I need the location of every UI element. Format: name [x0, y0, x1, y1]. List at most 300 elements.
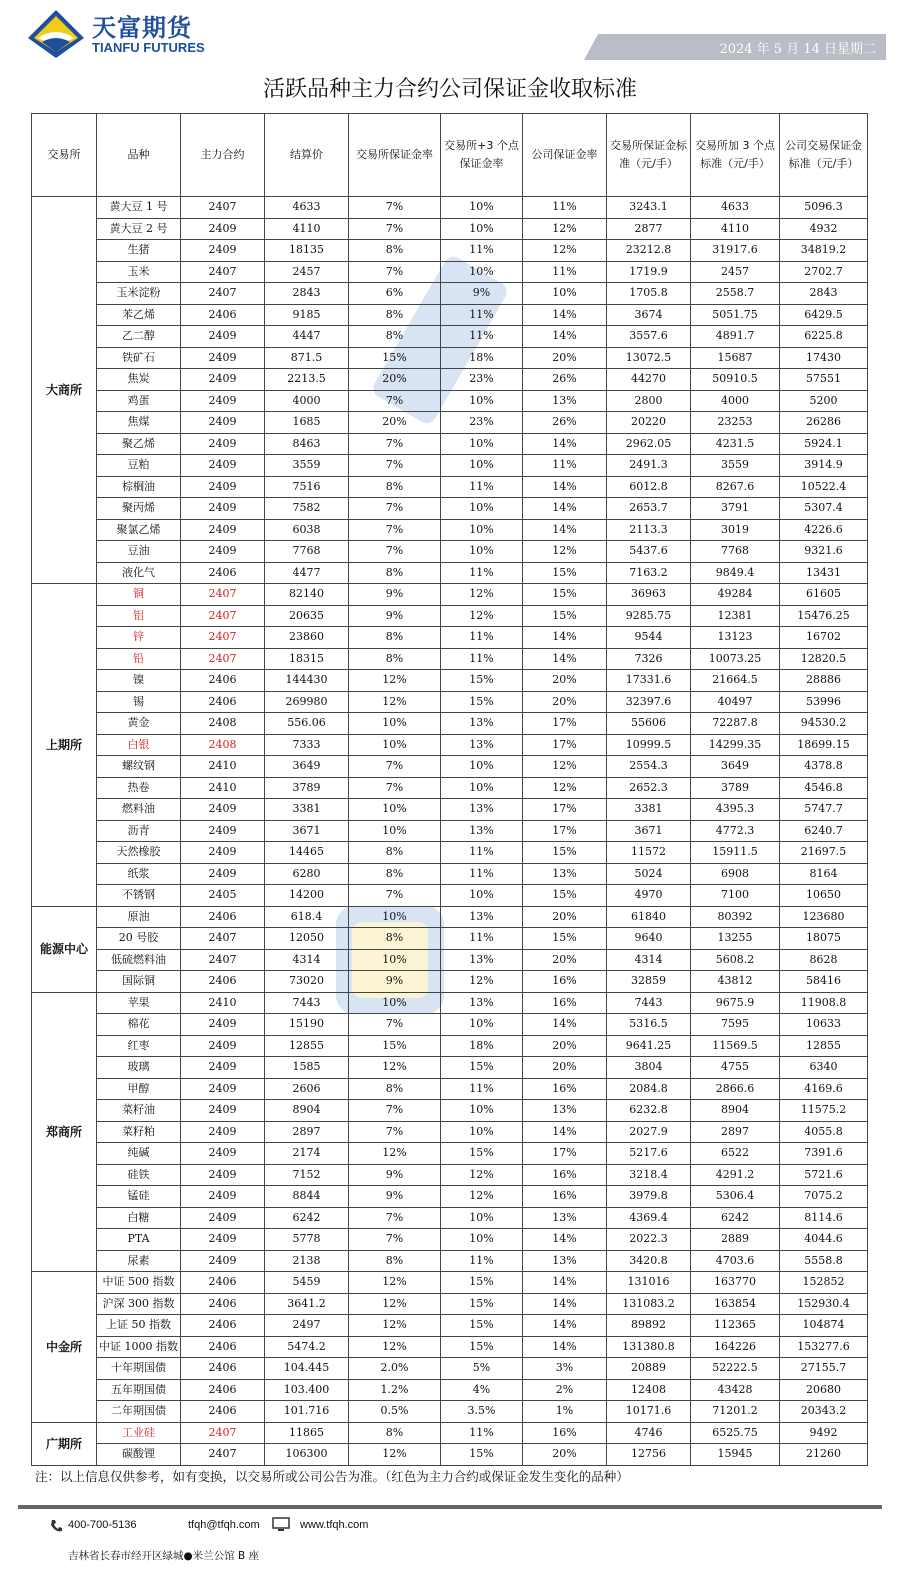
contract-cell: 2409 [181, 1250, 265, 1272]
company-standard-cell: 27155.7 [780, 1358, 868, 1380]
exch-plus3-rate-cell: 18% [441, 347, 523, 369]
exch-standard-cell: 7326 [607, 648, 691, 670]
settle-price-cell: 7333 [265, 734, 349, 756]
table-row [32, 197, 868, 219]
company-standard-cell: 26286 [780, 412, 868, 434]
company-standard-cell: 5747.7 [780, 799, 868, 821]
exch-standard-cell: 7443 [607, 992, 691, 1014]
settle-price-cell: 14465 [265, 842, 349, 864]
settle-price-cell: 8844 [265, 1186, 349, 1208]
variety-cell: 低硫燃料油 [97, 949, 181, 971]
table-row [32, 476, 868, 498]
company-standard-cell: 4044.6 [780, 1229, 868, 1251]
monitor-icon [272, 1517, 290, 1533]
exch-standard-cell: 32397.6 [607, 691, 691, 713]
settle-price-cell: 2897 [265, 1121, 349, 1143]
variety-cell: 菜籽油 [97, 1100, 181, 1122]
company-rate-cell: 14% [523, 1229, 607, 1251]
company-rate-cell: 26% [523, 412, 607, 434]
exch-rate-cell: 12% [349, 1444, 441, 1466]
exch-rate-cell: 15% [349, 1035, 441, 1057]
contract-cell: 2409 [181, 1229, 265, 1251]
settle-price-cell: 11865 [265, 1422, 349, 1444]
exch-standard-cell: 5024 [607, 863, 691, 885]
exch-standard-cell: 9544 [607, 627, 691, 649]
contract-cell: 2409 [181, 1078, 265, 1100]
settle-price-cell: 6038 [265, 519, 349, 541]
table-row [32, 584, 868, 606]
contract-cell: 2409 [181, 455, 265, 477]
exch-standard-cell: 36963 [607, 584, 691, 606]
variety-cell: 生猪 [97, 240, 181, 262]
company-rate-cell: 10% [523, 283, 607, 305]
settle-price-cell: 2606 [265, 1078, 349, 1100]
exch-plus3-rate-cell: 10% [441, 261, 523, 283]
exch-standard-cell: 2652.3 [607, 777, 691, 799]
variety-cell: 聚乙烯 [97, 433, 181, 455]
contract-cell: 2408 [181, 734, 265, 756]
variety-cell: 二年期国债 [97, 1401, 181, 1423]
company-rate-cell: 20% [523, 1444, 607, 1466]
table-row [32, 1100, 868, 1122]
exch-plus3-standard-cell: 43428 [691, 1379, 780, 1401]
exch-plus3-standard-cell: 4231.5 [691, 433, 780, 455]
exch-rate-cell: 10% [349, 713, 441, 735]
exch-plus3-standard-cell: 4291.2 [691, 1164, 780, 1186]
exch-plus3-standard-cell: 8267.6 [691, 476, 780, 498]
exch-rate-cell: 10% [349, 820, 441, 842]
company-standard-cell: 57551 [780, 369, 868, 391]
company-rate-cell: 20% [523, 1035, 607, 1057]
company-rate-cell: 20% [523, 670, 607, 692]
exch-standard-cell: 3381 [607, 799, 691, 821]
contract-cell: 2409 [181, 1100, 265, 1122]
exch-rate-cell: 7% [349, 519, 441, 541]
exch-rate-cell: 7% [349, 1229, 441, 1251]
exch-rate-cell: 10% [349, 949, 441, 971]
exch-plus3-standard-cell: 6525.75 [691, 1422, 780, 1444]
company-standard-cell: 4055.8 [780, 1121, 868, 1143]
settle-price-cell: 3641.2 [265, 1293, 349, 1315]
company-standard-cell: 123680 [780, 906, 868, 928]
company-standard-cell: 8164 [780, 863, 868, 885]
table-row [32, 326, 868, 348]
table-row [32, 777, 868, 799]
variety-cell: 铝 [97, 605, 181, 627]
table-row [32, 627, 868, 649]
exch-rate-cell: 15% [349, 347, 441, 369]
exch-plus3-standard-cell: 49284 [691, 584, 780, 606]
contract-cell: 2410 [181, 992, 265, 1014]
company-standard-cell: 104874 [780, 1315, 868, 1337]
table-row [32, 562, 868, 584]
settle-price-cell: 4477 [265, 562, 349, 584]
company-rate-cell: 16% [523, 992, 607, 1014]
contract-cell: 2409 [181, 1035, 265, 1057]
company-standard-cell: 94530.2 [780, 713, 868, 735]
company-rate-cell: 20% [523, 949, 607, 971]
table-row [32, 992, 868, 1014]
contract-cell: 2410 [181, 777, 265, 799]
variety-cell: 液化气 [97, 562, 181, 584]
settle-price-cell: 12050 [265, 928, 349, 950]
settle-price-cell: 4633 [265, 197, 349, 219]
company-rate-cell: 15% [523, 842, 607, 864]
variety-cell: 黄大豆 1 号 [97, 197, 181, 219]
contract-cell: 2407 [181, 197, 265, 219]
exch-plus3-rate-cell: 11% [441, 648, 523, 670]
variety-cell: 燃料油 [97, 799, 181, 821]
exch-standard-cell: 2653.7 [607, 498, 691, 520]
exch-plus3-standard-cell: 15945 [691, 1444, 780, 1466]
exch-plus3-rate-cell: 13% [441, 906, 523, 928]
exch-plus3-rate-cell: 15% [441, 670, 523, 692]
variety-cell: 黄金 [97, 713, 181, 735]
company-standard-cell: 11908.8 [780, 992, 868, 1014]
exch-plus3-standard-cell: 3649 [691, 756, 780, 778]
exch-standard-cell: 5217.6 [607, 1143, 691, 1165]
variety-cell: 乙二醇 [97, 326, 181, 348]
variety-cell: 玉米 [97, 261, 181, 283]
contract-cell: 2405 [181, 885, 265, 907]
exch-rate-cell: 8% [349, 240, 441, 262]
company-standard-cell: 15476.25 [780, 605, 868, 627]
variety-cell: 豆油 [97, 541, 181, 563]
exch-plus3-standard-cell: 5051.75 [691, 304, 780, 326]
company-rate-cell: 17% [523, 1143, 607, 1165]
variety-cell: 20 号胶 [97, 928, 181, 950]
exch-plus3-standard-cell: 7100 [691, 885, 780, 907]
brand-name-cn: 天富期货 [92, 14, 192, 42]
exch-plus3-rate-cell: 12% [441, 971, 523, 993]
exch-plus3-rate-cell: 11% [441, 1078, 523, 1100]
contract-cell: 2407 [181, 928, 265, 950]
brand-name-en: TIANFU FUTURES [92, 40, 205, 55]
exch-rate-cell: 7% [349, 541, 441, 563]
table-row [32, 1164, 868, 1186]
exch-plus3-rate-cell: 12% [441, 1164, 523, 1186]
exch-standard-cell: 2027.9 [607, 1121, 691, 1143]
settle-price-cell: 7152 [265, 1164, 349, 1186]
col-exchange: 交易所 [32, 114, 97, 197]
contract-cell: 2409 [181, 412, 265, 434]
exch-plus3-standard-cell: 2866.6 [691, 1078, 780, 1100]
exch-standard-cell: 10171.6 [607, 1401, 691, 1423]
exch-plus3-standard-cell: 2457 [691, 261, 780, 283]
exch-rate-cell: 7% [349, 1121, 441, 1143]
exch-standard-cell: 17331.6 [607, 670, 691, 692]
exch-rate-cell: 9% [349, 605, 441, 627]
exch-plus3-standard-cell: 21664.5 [691, 670, 780, 692]
company-rate-cell: 13% [523, 1100, 607, 1122]
settle-price-cell: 144430 [265, 670, 349, 692]
company-standard-cell: 7075.2 [780, 1186, 868, 1208]
company-rate-cell: 17% [523, 820, 607, 842]
company-rate-cell: 16% [523, 1186, 607, 1208]
company-rate-cell: 17% [523, 799, 607, 821]
exch-rate-cell: 9% [349, 584, 441, 606]
table-row [32, 670, 868, 692]
company-standard-cell: 17430 [780, 347, 868, 369]
variety-cell: 国际铜 [97, 971, 181, 993]
variety-cell: 中证 500 指数 [97, 1272, 181, 1294]
company-rate-cell: 15% [523, 885, 607, 907]
variety-cell: 沪深 300 指数 [97, 1293, 181, 1315]
company-rate-cell: 15% [523, 605, 607, 627]
table-row [32, 1014, 868, 1036]
contract-cell: 2409 [181, 1164, 265, 1186]
exchange-cell: 广期所 [32, 1422, 97, 1465]
company-rate-cell: 16% [523, 1078, 607, 1100]
exch-plus3-rate-cell: 10% [441, 197, 523, 219]
table-row [32, 1250, 868, 1272]
footer-address: 吉林省长春市经开区绿城●米兰公馆 B 座 [68, 1550, 260, 1562]
company-standard-cell: 2702.7 [780, 261, 868, 283]
variety-cell: 中证 1000 指数 [97, 1336, 181, 1358]
table-row [32, 369, 868, 391]
company-rate-cell: 14% [523, 304, 607, 326]
exch-rate-cell: 8% [349, 863, 441, 885]
exch-plus3-rate-cell: 9% [441, 283, 523, 305]
company-rate-cell: 1% [523, 1401, 607, 1423]
exch-plus3-rate-cell: 15% [441, 1057, 523, 1079]
exch-plus3-rate-cell: 13% [441, 713, 523, 735]
company-standard-cell: 6240.7 [780, 820, 868, 842]
contract-cell: 2406 [181, 562, 265, 584]
settle-price-cell: 7768 [265, 541, 349, 563]
company-standard-cell: 5558.8 [780, 1250, 868, 1272]
company-rate-cell: 11% [523, 261, 607, 283]
exch-standard-cell: 3557.6 [607, 326, 691, 348]
company-standard-cell: 4932 [780, 218, 868, 240]
exch-rate-cell: 7% [349, 498, 441, 520]
contract-cell: 2407 [181, 1444, 265, 1466]
exch-plus3-rate-cell: 13% [441, 992, 523, 1014]
contract-cell: 2409 [181, 476, 265, 498]
exch-plus3-standard-cell: 3791 [691, 498, 780, 520]
exch-plus3-rate-cell: 13% [441, 734, 523, 756]
company-rate-cell: 14% [523, 1014, 607, 1036]
company-standard-cell: 6225.8 [780, 326, 868, 348]
company-standard-cell: 4226.6 [780, 519, 868, 541]
contract-cell: 2409 [181, 842, 265, 864]
exch-plus3-standard-cell: 4110 [691, 218, 780, 240]
exch-plus3-standard-cell: 31917.6 [691, 240, 780, 262]
exch-rate-cell: 2.0% [349, 1358, 441, 1380]
settle-price-cell: 101.716 [265, 1401, 349, 1423]
contract-cell: 2410 [181, 756, 265, 778]
settle-price-cell: 3789 [265, 777, 349, 799]
company-rate-cell: 15% [523, 928, 607, 950]
variety-cell: 鸡蛋 [97, 390, 181, 412]
contract-cell: 2406 [181, 971, 265, 993]
company-standard-cell: 20343.2 [780, 1401, 868, 1423]
table-row [32, 971, 868, 993]
table-row [32, 949, 868, 971]
contract-cell: 2409 [181, 433, 265, 455]
variety-cell: PTA [97, 1229, 181, 1251]
variety-cell: 豆粕 [97, 455, 181, 477]
company-rate-cell: 20% [523, 691, 607, 713]
table-row [32, 1143, 868, 1165]
exch-standard-cell: 6232.8 [607, 1100, 691, 1122]
exch-rate-cell: 8% [349, 562, 441, 584]
contract-cell: 2409 [181, 326, 265, 348]
contract-cell: 2407 [181, 261, 265, 283]
table-row [32, 412, 868, 434]
exch-plus3-rate-cell: 10% [441, 1229, 523, 1251]
exch-rate-cell: 12% [349, 670, 441, 692]
company-standard-cell: 7391.6 [780, 1143, 868, 1165]
exch-standard-cell: 3420.8 [607, 1250, 691, 1272]
settle-price-cell: 4110 [265, 218, 349, 240]
company-standard-cell: 152852 [780, 1272, 868, 1294]
exch-plus3-rate-cell: 10% [441, 1014, 523, 1036]
company-rate-cell: 11% [523, 197, 607, 219]
footnote: 注：以上信息仅供参考，如有变换，以交易所或公司公告为准。（红色为主力合约或保证金发生变化的品种） [35, 1469, 629, 1484]
settle-price-cell: 82140 [265, 584, 349, 606]
variety-cell: 甲醇 [97, 1078, 181, 1100]
exch-plus3-standard-cell: 43812 [691, 971, 780, 993]
exch-rate-cell: 8% [349, 928, 441, 950]
variety-cell: 尿素 [97, 1250, 181, 1272]
col-exch-plus3-rate: 交易所+3 个点保证金率 [441, 114, 523, 197]
contract-cell: 2406 [181, 1358, 265, 1380]
company-standard-cell: 5924.1 [780, 433, 868, 455]
exch-plus3-rate-cell: 11% [441, 842, 523, 864]
exch-standard-cell: 44270 [607, 369, 691, 391]
table-row [32, 928, 868, 950]
exch-standard-cell: 2962.05 [607, 433, 691, 455]
contract-cell: 2407 [181, 1422, 265, 1444]
company-rate-cell: 15% [523, 562, 607, 584]
exch-plus3-standard-cell: 13255 [691, 928, 780, 950]
settle-price-cell: 15190 [265, 1014, 349, 1036]
table-row [32, 390, 868, 412]
settle-price-cell: 104.445 [265, 1358, 349, 1380]
exch-plus3-standard-cell: 4755 [691, 1057, 780, 1079]
company-standard-cell: 5096.3 [780, 197, 868, 219]
exch-plus3-rate-cell: 15% [441, 1336, 523, 1358]
exch-rate-cell: 9% [349, 1186, 441, 1208]
variety-cell: 菜籽粕 [97, 1121, 181, 1143]
variety-cell: 铅 [97, 648, 181, 670]
table-row [32, 691, 868, 713]
contract-cell: 2409 [181, 799, 265, 821]
settle-price-cell: 5459 [265, 1272, 349, 1294]
exch-rate-cell: 12% [349, 1336, 441, 1358]
variety-cell: 棉花 [97, 1014, 181, 1036]
company-standard-cell: 12820.5 [780, 648, 868, 670]
exchange-cell: 中金所 [32, 1272, 97, 1423]
exch-plus3-standard-cell: 4395.3 [691, 799, 780, 821]
company-standard-cell: 2843 [780, 283, 868, 305]
contract-cell: 2406 [181, 906, 265, 928]
settle-price-cell: 20635 [265, 605, 349, 627]
variety-cell: 玻璃 [97, 1057, 181, 1079]
table-row [32, 283, 868, 305]
company-standard-cell: 18699.15 [780, 734, 868, 756]
contract-cell: 2409 [181, 1121, 265, 1143]
exch-plus3-standard-cell: 7768 [691, 541, 780, 563]
exch-rate-cell: 8% [349, 1422, 441, 1444]
table-row [32, 1401, 868, 1423]
contract-cell: 2409 [181, 1057, 265, 1079]
exch-plus3-rate-cell: 15% [441, 1315, 523, 1337]
exch-standard-cell: 131083.2 [607, 1293, 691, 1315]
exch-plus3-rate-cell: 11% [441, 1250, 523, 1272]
settle-price-cell: 5474.2 [265, 1336, 349, 1358]
table-row [32, 648, 868, 670]
contract-cell: 2409 [181, 519, 265, 541]
exch-rate-cell: 7% [349, 777, 441, 799]
exch-rate-cell: 9% [349, 1164, 441, 1186]
exch-plus3-rate-cell: 10% [441, 455, 523, 477]
exchange-cell: 郑商所 [32, 992, 97, 1272]
settle-price-cell: 106300 [265, 1444, 349, 1466]
exch-rate-cell: 7% [349, 433, 441, 455]
settle-price-cell: 6242 [265, 1207, 349, 1229]
company-standard-cell: 152930.4 [780, 1293, 868, 1315]
exch-plus3-standard-cell: 163854 [691, 1293, 780, 1315]
settle-price-cell: 6280 [265, 863, 349, 885]
company-standard-cell: 58416 [780, 971, 868, 993]
company-standard-cell: 53996 [780, 691, 868, 713]
exch-plus3-rate-cell: 11% [441, 863, 523, 885]
contract-cell: 2407 [181, 949, 265, 971]
exch-plus3-rate-cell: 13% [441, 820, 523, 842]
exch-plus3-rate-cell: 11% [441, 240, 523, 262]
page-header [0, 0, 900, 70]
company-standard-cell: 153277.6 [780, 1336, 868, 1358]
table-row [32, 820, 868, 842]
company-rate-cell: 14% [523, 1336, 607, 1358]
col-company-rate: 公司保证金率 [523, 114, 607, 197]
exch-rate-cell: 7% [349, 261, 441, 283]
exch-plus3-standard-cell: 5306.4 [691, 1186, 780, 1208]
variety-cell: 焦炭 [97, 369, 181, 391]
table-row [32, 304, 868, 326]
exch-standard-cell: 12756 [607, 1444, 691, 1466]
table-row [32, 1272, 868, 1294]
exch-rate-cell: 12% [349, 1315, 441, 1337]
exch-rate-cell: 8% [349, 1078, 441, 1100]
company-rate-cell: 2% [523, 1379, 607, 1401]
variety-cell: 白银 [97, 734, 181, 756]
company-rate-cell: 16% [523, 971, 607, 993]
contract-cell: 2408 [181, 713, 265, 735]
variety-cell: 螺纹钢 [97, 756, 181, 778]
variety-cell: 纯碱 [97, 1143, 181, 1165]
footer-website: www.tfqh.com [300, 1519, 369, 1531]
page-title: 活跃品种主力合约公司保证金收取标准 [262, 77, 637, 102]
contract-cell: 2406 [181, 670, 265, 692]
company-standard-cell: 4546.8 [780, 777, 868, 799]
settle-price-cell: 618.4 [265, 906, 349, 928]
exch-plus3-standard-cell: 4000 [691, 390, 780, 412]
exch-rate-cell: 12% [349, 691, 441, 713]
company-rate-cell: 14% [523, 627, 607, 649]
settle-price-cell: 4314 [265, 949, 349, 971]
exch-plus3-standard-cell: 9849.4 [691, 562, 780, 584]
settle-price-cell: 18315 [265, 648, 349, 670]
exch-rate-cell: 7% [349, 390, 441, 412]
phone-icon [50, 1519, 62, 1533]
variety-cell: 锰硅 [97, 1186, 181, 1208]
settle-price-cell: 103.400 [265, 1379, 349, 1401]
table-row [32, 541, 868, 563]
company-standard-cell: 8628 [780, 949, 868, 971]
